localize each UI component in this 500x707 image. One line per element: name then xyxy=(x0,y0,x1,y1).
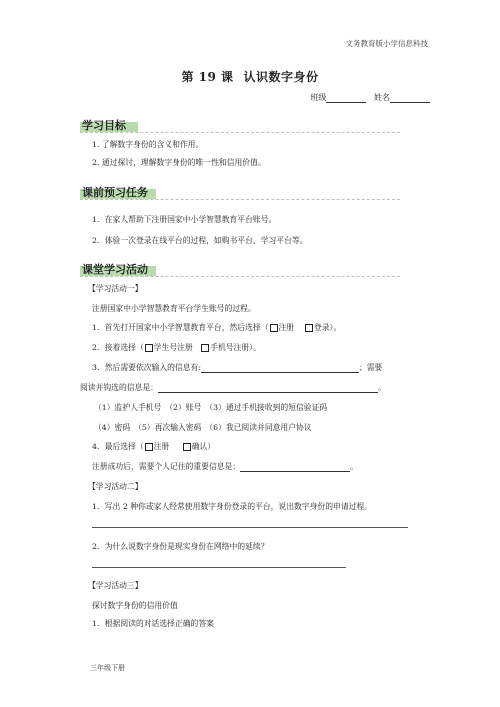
heading-rule xyxy=(80,276,400,277)
activity1-step3 xyxy=(92,362,382,373)
checkbox-confirm[interactable] xyxy=(183,443,191,451)
step2-option1: 学生号注册 xyxy=(153,343,193,352)
page-title xyxy=(0,68,500,85)
activity2-label: 【学习活动二】 xyxy=(88,482,143,491)
activity1-step3-line2 xyxy=(80,382,386,393)
publisher-header: 文务教育版小学信息科技 xyxy=(345,39,428,48)
name-label: 姓名 xyxy=(374,93,390,102)
answer-blank[interactable] xyxy=(240,471,350,472)
answer-line[interactable] xyxy=(92,527,408,528)
section-preview-heading xyxy=(80,185,400,199)
activity3-intro: 探讨数字身份的信用价值 xyxy=(92,601,178,610)
step3-text: 3．然后需要依次输入的信息有: xyxy=(92,363,201,372)
section-goals-heading xyxy=(80,118,400,132)
checkbox-register[interactable] xyxy=(270,324,278,332)
goal-item: 1. 了解数字身份的含义和作用。 xyxy=(92,140,204,149)
activity1-intro: 注册国家中小学智慧教育平台学生账号的过程。 xyxy=(92,304,256,313)
heading-rule xyxy=(80,132,400,133)
step2-option2: 手机号注册）。 xyxy=(210,343,261,352)
answer-blank[interactable] xyxy=(158,392,378,393)
note-end: 。 xyxy=(350,462,358,471)
activity1-note xyxy=(92,461,358,472)
section-preview-title: 课前预习任务 xyxy=(82,186,148,199)
activity2-question: 1．写出 2 种你或家人经常使用数字身份登录的平台，说出数字身份的申请过程。 xyxy=(92,502,372,511)
answer-blank[interactable] xyxy=(201,372,359,373)
options-row: （4）密码 （5）再次输入密码 （6）我已阅读并同意用户协议 xyxy=(94,423,312,432)
heading-rule xyxy=(80,199,400,200)
activity1-step4 xyxy=(92,441,215,452)
checkbox-register-final[interactable] xyxy=(145,443,153,451)
activity1-step2 xyxy=(92,342,261,353)
section-activities-title: 课堂学习活动 xyxy=(82,263,148,276)
preview-item: 2．体验一次登录在线平台的过程，如购书平台、学习平台等。 xyxy=(92,236,308,245)
step4-option2: 确认） xyxy=(191,442,216,451)
lesson-number: 第 19 课 xyxy=(181,70,234,84)
section-goals-title: 学习目标 xyxy=(82,119,126,132)
preview-item: 1．在家人帮助下注册国家中小学智慧教育平台账号。 xyxy=(92,215,277,224)
checkbox-login[interactable] xyxy=(305,324,313,332)
activity2-question: 2．为什么说数字身份是现实身份在网络中的延续？ xyxy=(92,542,269,551)
step3-end: 。 xyxy=(377,383,386,392)
activity1-step1 xyxy=(92,322,341,333)
footer-grade: 三年级下册 xyxy=(90,664,125,672)
step4-text: 4．最后选择（ xyxy=(92,442,144,451)
checkbox-phone[interactable] xyxy=(201,344,209,352)
lesson-name: 认识数字身份 xyxy=(243,70,319,84)
activity3-label: 【学习活动三】 xyxy=(88,581,143,590)
class-blank[interactable] xyxy=(326,102,366,103)
step4-option1: 注册 xyxy=(153,442,170,451)
options-row: （1）监护人手机号 （2）账号 （3）通过手机接收到的短信验证码 xyxy=(94,403,328,412)
step3-mid: ；需要 xyxy=(358,363,383,372)
class-label: 班级 xyxy=(310,93,327,102)
step3-line2-text: 阅读并钩选的信息是： xyxy=(80,383,158,392)
step1-option2: 登录）。 xyxy=(314,323,342,332)
step1-text: 1．首先打开国家中小学智慧教育平台，然后选择（ xyxy=(92,323,269,332)
section-activities-heading xyxy=(80,262,400,276)
class-info xyxy=(310,92,430,103)
name-blank[interactable] xyxy=(390,102,430,103)
checkbox-student-id[interactable] xyxy=(145,344,153,352)
answer-line[interactable] xyxy=(92,567,346,568)
step1-option1: 注册 xyxy=(278,323,295,332)
activity3-question: 1．根据阅读的对话选择正确的答案 xyxy=(92,619,214,628)
goal-item: 2. 通过探讨，理解数字身份的唯一性和信用价值。 xyxy=(92,158,266,167)
note-text: 注册成功后，需要个人记住的重要信息是： xyxy=(92,462,241,471)
activity1-label: 【学习活动一】 xyxy=(88,284,143,293)
step2-text: 2．接着选择（ xyxy=(92,343,144,352)
